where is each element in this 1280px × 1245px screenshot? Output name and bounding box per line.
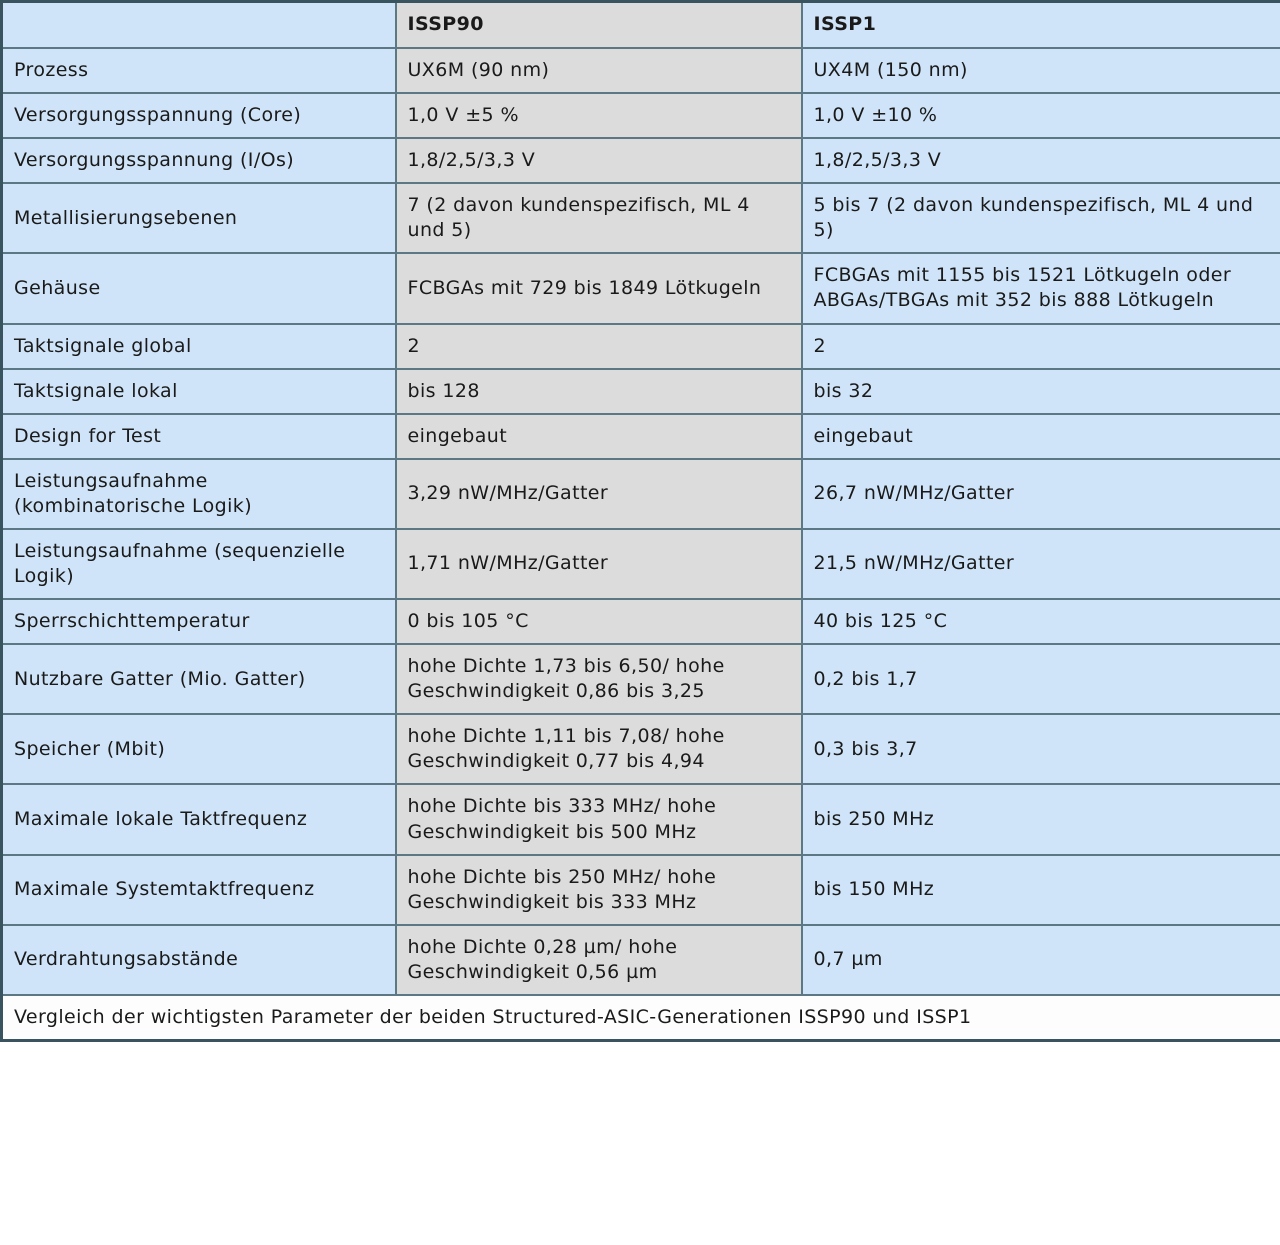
table-row <box>2 529 1280 599</box>
issp90-value-cell: 1,0 V ±5 % <box>396 93 802 138</box>
issp1-value-cell: 0,3 bis 3,7 <box>802 714 1280 784</box>
table-row <box>2 459 1280 529</box>
table-row <box>2 414 1280 459</box>
param-cell: Maximale lokale Taktfrequenz <box>2 784 396 854</box>
issp90-value-cell: hohe Dichte 1,73 bis 6,50/ hohe Geschwindigkeit 0,86 bis 3,25 <box>396 644 802 714</box>
col-header-parameter <box>2 2 396 49</box>
issp1-value-cell: 21,5 nW/MHz/Gatter <box>802 529 1280 599</box>
param-cell: Versorgungsspannung (Core) <box>2 93 396 138</box>
issp1-value-cell: 0,7 µm <box>802 925 1280 995</box>
param-cell: Prozess <box>2 48 396 93</box>
issp90-value-cell: hohe Dichte 1,11 bis 7,08/ hohe Geschwindigkeit 0,77 bis 4,94 <box>396 714 802 784</box>
param-cell: Leistungsaufnahme (kombinatorische Logik) <box>2 459 396 529</box>
issp1-value-cell: bis 150 MHz <box>802 855 1280 925</box>
table-row <box>2 93 1280 138</box>
param-cell: Gehäuse <box>2 253 396 323</box>
caption-row <box>2 995 1280 1041</box>
col-header-issp1: ISSP1 <box>802 2 1280 49</box>
table-row <box>2 599 1280 644</box>
issp90-value-cell: UX6M (90 nm) <box>396 48 802 93</box>
table-row <box>2 855 1280 925</box>
issp1-value-cell: 2 <box>802 324 1280 369</box>
issp90-value-cell: 3,29 nW/MHz/Gatter <box>396 459 802 529</box>
col-header-issp90: ISSP90 <box>396 2 802 49</box>
issp1-value-cell: 40 bis 125 °C <box>802 599 1280 644</box>
issp90-value-cell: FCBGAs mit 729 bis 1849 Lötkugeln <box>396 253 802 323</box>
issp90-value-cell: bis 128 <box>396 369 802 414</box>
table-row <box>2 183 1280 253</box>
issp1-value-cell: bis 250 MHz <box>802 784 1280 854</box>
table-row <box>2 138 1280 183</box>
issp90-value-cell: 1,8/2,5/3,3 V <box>396 138 802 183</box>
issp90-value-cell: 1,71 nW/MHz/Gatter <box>396 529 802 599</box>
issp90-value-cell: hohe Dichte bis 333 MHz/ hohe Geschwindigkeit bis 500 MHz <box>396 784 802 854</box>
issp1-value-cell: 1,0 V ±10 % <box>802 93 1280 138</box>
param-cell: Nutzbare Gatter (Mio. Gatter) <box>2 644 396 714</box>
param-cell: Maximale Systemtaktfrequenz <box>2 855 396 925</box>
table-row <box>2 48 1280 93</box>
issp1-value-cell: 26,7 nW/MHz/Gatter <box>802 459 1280 529</box>
table-row <box>2 784 1280 854</box>
issp1-value-cell: UX4M (150 nm) <box>802 48 1280 93</box>
issp90-value-cell: 7 (2 davon kundenspezifisch, ML 4 und 5) <box>396 183 802 253</box>
table-row <box>2 925 1280 995</box>
issp90-value-cell: eingebaut <box>396 414 802 459</box>
issp1-value-cell: 1,8/2,5/3,3 V <box>802 138 1280 183</box>
issp1-value-cell: FCBGAs mit 1155 bis 1521 Lötkugeln oder ABGAs/TBGAs mit 352 bis 888 Lötkugeln <box>802 253 1280 323</box>
issp90-value-cell: 0 bis 105 °C <box>396 599 802 644</box>
table-row <box>2 644 1280 714</box>
param-cell: Leistungsaufnahme (sequenzielle Logik) <box>2 529 396 599</box>
table-row <box>2 369 1280 414</box>
table-row <box>2 253 1280 323</box>
param-cell: Versorgungsspannung (I/Os) <box>2 138 396 183</box>
param-cell: Design for Test <box>2 414 396 459</box>
issp1-value-cell: bis 32 <box>802 369 1280 414</box>
issp90-value-cell: hohe Dichte bis 250 MHz/ hohe Geschwindigkeit bis 333 MHz <box>396 855 802 925</box>
table-caption: Vergleich der wichtigsten Parameter der beiden Structured-ASIC-Generationen ISSP90 und ISSP1 <box>2 995 1280 1041</box>
issp1-value-cell: eingebaut <box>802 414 1280 459</box>
issp90-value-cell: hohe Dichte 0,28 µm/ hohe Geschwindigkeit 0,56 µm <box>396 925 802 995</box>
param-cell: Sperrschichttemperatur <box>2 599 396 644</box>
header-row <box>2 2 1280 49</box>
param-cell: Verdrahtungsabstände <box>2 925 396 995</box>
table-row <box>2 714 1280 784</box>
param-cell: Taktsignale lokal <box>2 369 396 414</box>
param-cell: Metallisierungsebenen <box>2 183 396 253</box>
table-row <box>2 324 1280 369</box>
issp90-value-cell: 2 <box>396 324 802 369</box>
param-cell: Taktsignale global <box>2 324 396 369</box>
issp1-value-cell: 5 bis 7 (2 davon kundenspezifisch, ML 4 und 5) <box>802 183 1280 253</box>
param-cell: Speicher (Mbit) <box>2 714 396 784</box>
issp1-value-cell: 0,2 bis 1,7 <box>802 644 1280 714</box>
